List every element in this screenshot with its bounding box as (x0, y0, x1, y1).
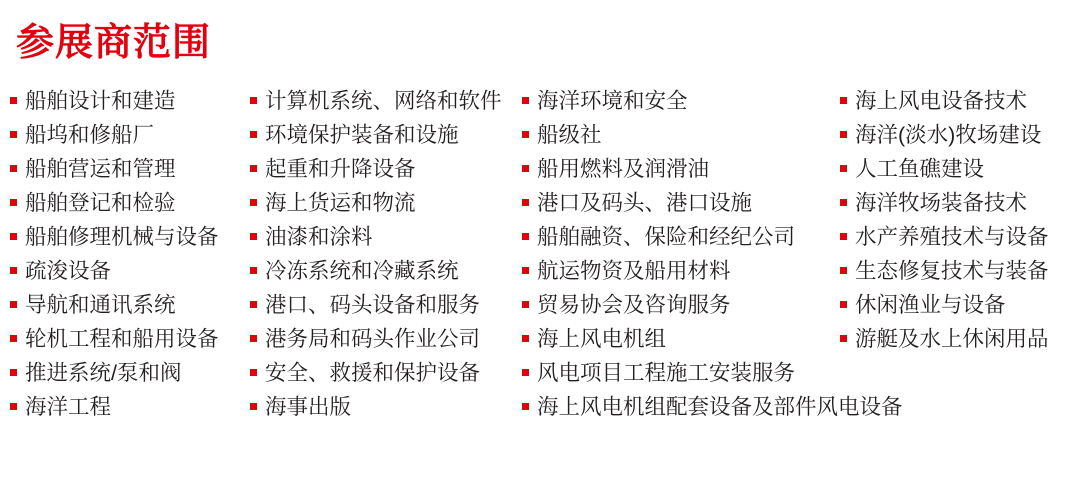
bullet-icon (250, 131, 257, 138)
bullet-icon (250, 335, 257, 342)
bullet-icon (840, 199, 847, 206)
bullet-icon (10, 267, 17, 274)
bullet-icon (10, 369, 17, 376)
list-item: 船舶登记和检验 (10, 186, 250, 220)
list-item: 船舶修理机械与设备 (10, 220, 250, 254)
bullet-icon (522, 369, 529, 376)
bullet-icon (10, 301, 17, 308)
list-item: 海洋(淡水)牧场建设 (840, 118, 1070, 152)
bullet-icon (840, 335, 847, 342)
bullet-icon (522, 131, 529, 138)
bullet-icon (250, 97, 257, 104)
bullet-icon (10, 131, 17, 138)
list-item: 计算机系统、网络和软件 (250, 84, 522, 118)
bullet-icon (10, 335, 17, 342)
list-item: 船舶融资、保险和经纪公司 (522, 220, 840, 254)
bullet-icon (250, 301, 257, 308)
list-item: 生态修复技术与装备 (840, 254, 1070, 288)
scope-columns (10, 84, 1070, 424)
list-item: 船级社 (522, 118, 840, 152)
list-item: 海上风电机组配套设备及部件风电设备 (522, 390, 840, 424)
list-item: 推进系统/泵和阀 (10, 356, 250, 390)
bullet-icon (522, 403, 529, 410)
bullet-icon (522, 165, 529, 172)
bullet-icon (840, 131, 847, 138)
list-item: 轮机工程和船用设备 (10, 322, 250, 356)
list-item: 冷冻系统和冷藏系统 (250, 254, 522, 288)
scope-column-4 (840, 84, 1070, 356)
list-item: 游艇及水上休闲用品 (840, 322, 1070, 356)
list-item: 人工鱼礁建设 (840, 152, 1070, 186)
bullet-icon (10, 165, 17, 172)
list-item: 船舶营运和管理 (10, 152, 250, 186)
list-item: 港口、码头设备和服务 (250, 288, 522, 322)
scope-column-2 (250, 84, 522, 424)
list-item: 油漆和涂料 (250, 220, 522, 254)
page-title: 参展商范围 (16, 22, 212, 64)
list-item: 疏浚设备 (10, 254, 250, 288)
list-item: 水产养殖技术与设备 (840, 220, 1070, 254)
bullet-icon (522, 199, 529, 206)
bullet-icon (10, 403, 17, 410)
bullet-icon (10, 199, 17, 206)
bullet-icon (250, 165, 257, 172)
list-item: 海上货运和物流 (250, 186, 522, 220)
bullet-icon (522, 97, 529, 104)
bullet-icon (250, 199, 257, 206)
bullet-icon (522, 335, 529, 342)
bullet-icon (250, 267, 257, 274)
scope-column-1 (10, 84, 250, 424)
scope-column-3 (522, 84, 903, 424)
list-item: 海上风电设备技术 (840, 84, 1070, 118)
list-item: 休闲渔业与设备 (840, 288, 1070, 322)
list-item: 海洋牧场装备技术 (840, 186, 1070, 220)
bullet-icon (250, 233, 257, 240)
list-item: 海洋工程 (10, 390, 250, 424)
bullet-icon (250, 403, 257, 410)
bullet-icon (10, 233, 17, 240)
bullet-icon (10, 97, 17, 104)
bullet-icon (840, 233, 847, 240)
list-item: 港口及码头、港口设施 (522, 186, 840, 220)
list-item: 船舶设计和建造 (10, 84, 250, 118)
bullet-icon (522, 233, 529, 240)
list-item: 港务局和码头作业公司 (250, 322, 522, 356)
list-item: 海事出版 (250, 390, 522, 424)
list-item: 导航和通讯系统 (10, 288, 250, 322)
list-item: 航运物资及船用材料 (522, 254, 840, 288)
list-item: 环境保护装备和设施 (250, 118, 522, 152)
list-item: 安全、救援和保护设备 (250, 356, 522, 390)
list-item: 船用燃料及润滑油 (522, 152, 840, 186)
bullet-icon (840, 301, 847, 308)
list-item: 贸易协会及咨询服务 (522, 288, 840, 322)
list-item: 船坞和修船厂 (10, 118, 250, 152)
bullet-icon (840, 97, 847, 104)
list-item: 海洋环境和安全 (522, 84, 840, 118)
bullet-icon (522, 301, 529, 308)
bullet-icon (840, 165, 847, 172)
bullet-icon (250, 369, 257, 376)
list-item: 风电项目工程施工安装服务 (522, 356, 840, 390)
list-item: 海上风电机组 (522, 322, 840, 356)
bullet-icon (840, 267, 847, 274)
bullet-icon (522, 267, 529, 274)
list-item: 起重和升降设备 (250, 152, 522, 186)
